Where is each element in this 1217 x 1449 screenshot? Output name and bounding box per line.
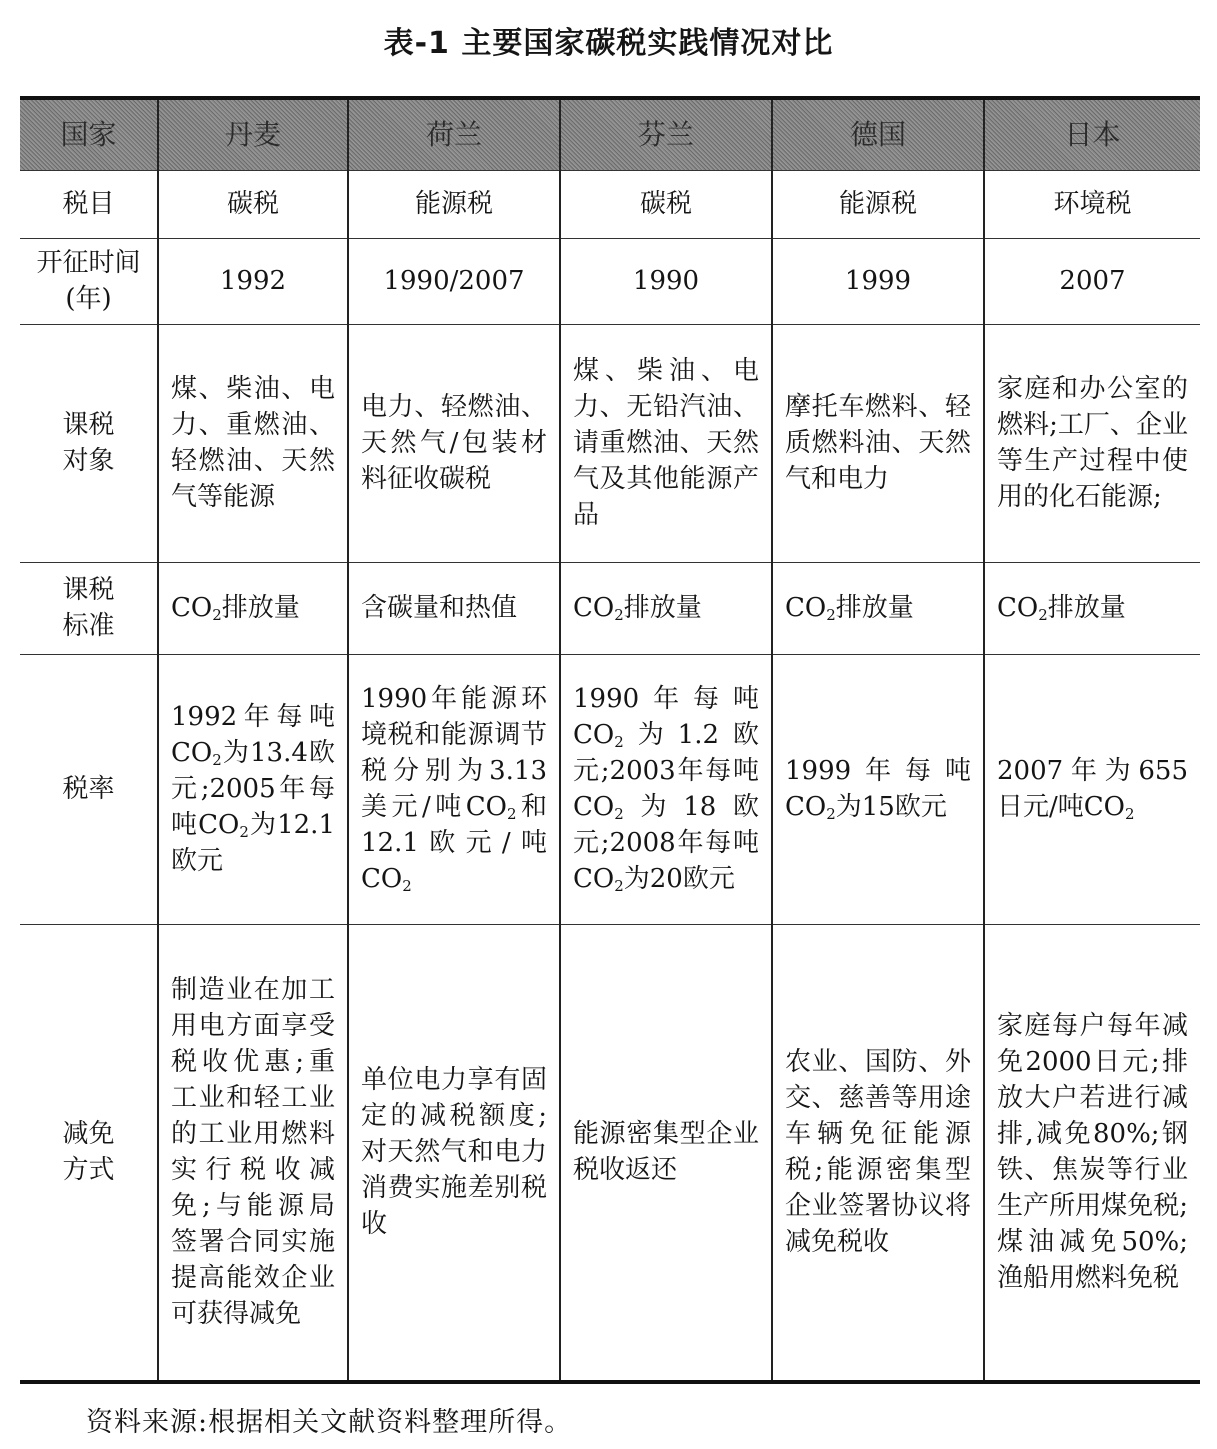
table-cell: 电力、轻燃油、天然气/包装材料征收碳税 [348, 324, 560, 562]
co2-subscript: 2 [1038, 606, 1048, 624]
co2-subscript: 2 [239, 823, 249, 841]
header-row [20, 98, 1200, 170]
co2-subscript: 2 [402, 877, 412, 895]
table-cell: 1990年每吨$CO_2$为1.2欧元;2003年每吨$CO_2$为18欧元;2008年每吨$CO_2$为20欧元 [560, 654, 772, 924]
co2-subscript: 2 [826, 805, 836, 823]
table-cell: $CO_2$排放量 [984, 562, 1200, 654]
table-cell: 煤、柴油、电力、重燃油、轻燃油、天然气等能源 [158, 324, 348, 562]
co2-subscript: 2 [614, 805, 624, 823]
row-label: 减免方式 [20, 924, 158, 1382]
header-country-japan: 日本 [984, 98, 1200, 170]
co2-subscript: 2 [212, 751, 222, 769]
table-cell: 碳税 [158, 170, 348, 238]
co2-subscript: 2 [506, 805, 517, 823]
table-cell: 制造业在加工用电方面享受税收优惠;重工业和轻工业的工业用燃料实行税收减免;与能源局签署合同实施提高能效企业可获得减免 [158, 924, 348, 1382]
source-note: 资料来源:根据相关文献资料整理所得。 [86, 1407, 573, 1438]
table-cell: 1999 [772, 238, 984, 324]
table-cell: $CO_2$排放量 [158, 562, 348, 654]
table-cell: 1990年能源环境税和能源调节税分别为3.13美元/吨$CO_2$和12.1欧元/吨$CO_2$ [348, 654, 560, 924]
row-label: 课税对象 [20, 324, 158, 562]
table-cell: 单位电力享有固定的减税额度;对天然气和电力消费实施差别税收 [348, 924, 560, 1382]
header-corner-country: 国家 [20, 98, 158, 170]
table-row-tax-item [20, 170, 1200, 238]
table-cell: $CO_2$排放量 [560, 562, 772, 654]
table-cell: 含碳量和热值 [348, 562, 560, 654]
table-cell: 2007 [984, 238, 1200, 324]
row-label: 课税标准 [20, 562, 158, 654]
table-cell: 1992年每吨$CO_2$为13.4欧元;2005年每吨$CO_2$为12.1欧元 [158, 654, 348, 924]
header-country-netherlands: 荷兰 [348, 98, 560, 170]
co2-subscript: 2 [614, 877, 624, 895]
table-cell: 1999年每吨$CO_2$为15欧元 [772, 654, 984, 924]
co2-subscript: 2 [614, 606, 624, 624]
co2-subscript: 2 [614, 733, 624, 751]
table-cell: 1992 [158, 238, 348, 324]
carbon-tax-comparison-table [20, 96, 1200, 1384]
co2-subscript: 2 [826, 606, 836, 624]
table-cell: 环境税 [984, 170, 1200, 238]
table-row-tax-rate [20, 654, 1200, 924]
table-cell: 能源密集型企业税收返还 [560, 924, 772, 1382]
header-country-finland: 芬兰 [560, 98, 772, 170]
table-row-tax-standard [20, 562, 1200, 654]
table-row-tax-object [20, 324, 1200, 562]
co2-subscript: 2 [212, 606, 222, 624]
co2-subscript: 2 [1124, 805, 1135, 823]
table-cell: 煤、柴油、电力、无铅汽油、请重燃油、天然气及其他能源产品 [560, 324, 772, 562]
table-cell: 能源税 [772, 170, 984, 238]
table-cell: 1990 [560, 238, 772, 324]
table-cell: 1990/2007 [348, 238, 560, 324]
table-row-start-year [20, 238, 1200, 324]
row-label: 税目 [20, 170, 158, 238]
table-cell: 能源税 [348, 170, 560, 238]
table-cell: 农业、国防、外交、慈善等用途车辆免征能源税;能源密集型企业签署协议将减免税收 [772, 924, 984, 1382]
table-cell: 碳税 [560, 170, 772, 238]
table-cell: 摩托车燃料、轻质燃料油、天然气和电力 [772, 324, 984, 562]
table-cell: $CO_2$排放量 [772, 562, 984, 654]
table-cell: 2007年为655日元/吨$CO_2$ [984, 654, 1200, 924]
row-label: 开征时间(年) [20, 238, 158, 324]
table-cell: 家庭和办公室的燃料;工厂、企业等生产过程中使用的化石能源; [984, 324, 1200, 562]
header-country-denmark: 丹麦 [158, 98, 348, 170]
table-cell: 家庭每户每年减免2000日元;排放大户若进行减排,减免80%;钢铁、焦炭等行业生产所用煤免税;煤油减免50%;渔船用燃料免税 [984, 924, 1200, 1382]
header-country-germany: 德国 [772, 98, 984, 170]
row-label: 税率 [20, 654, 158, 924]
table-row-relief-method [20, 924, 1200, 1382]
table-title: 表-1 主要国家碳税实践情况对比 [383, 26, 834, 61]
